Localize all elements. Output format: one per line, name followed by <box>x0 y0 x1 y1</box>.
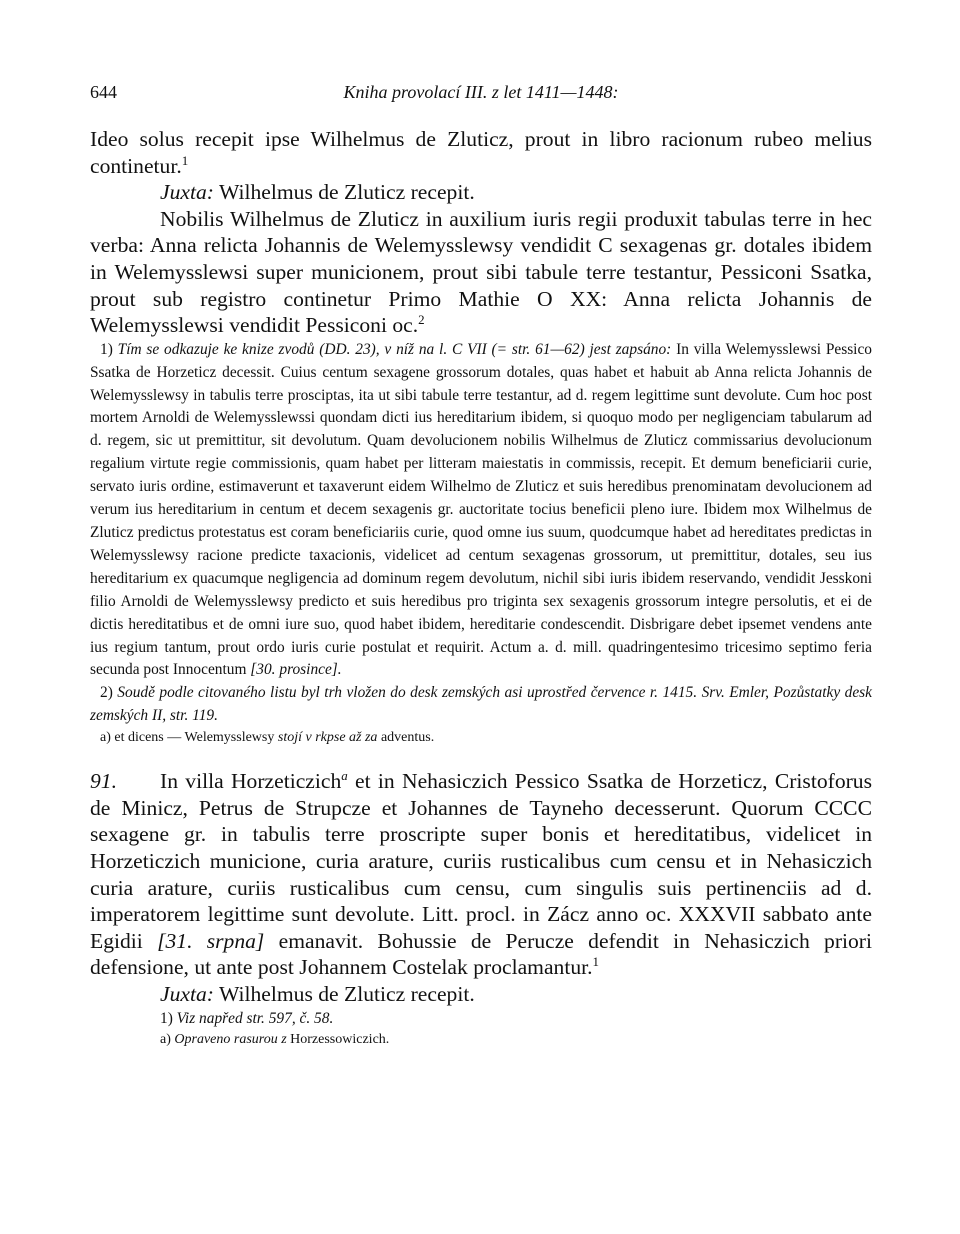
entry-text-end: emanavit. Bohussie de Perucze defendit in Nehasiczich priori defensione, ut ante post Johannem Costelak proclamantur. <box>90 928 872 980</box>
entry-footnote-ref: 1 <box>592 954 600 970</box>
paragraph-1-text: Ideo solus recepit ipse Wilhelmus de Zluticz, prout in libro racionum rubeo melius continetur. <box>90 127 872 178</box>
footnote-1-date: [30. prosince]. <box>250 661 342 679</box>
paragraph-1 <box>90 126 872 179</box>
entry-text: et in Nehasiczich Pessico Ssatka de Horzeticz, Cristoforus de Minicz, Petrus de Strupcze et Johannes de Tayneho decesserunt. Quorum CCCC sexagene gr. in tabulis terre proscripte super bonis et hereditatibus, videlicet in Horzeticzich municione, curia arature, curiis rusticalibus cum censu et in Nehasiczich curia arature, curiis rusticalibus cum censu, cum singulis suis pertinenciis ad d. imperatorem legittime sunt devolute. Litt. procl. in Zácz anno oc. XXXVII sabbato ante Egidii <box>90 769 873 953</box>
entry-text-start: In villa Horzeticzich <box>160 769 342 794</box>
footnote-bottom-a-note: Opraveno rasurou z <box>170 1032 287 1048</box>
footnote-ref-1: 1 <box>181 152 189 168</box>
page <box>90 82 872 1050</box>
footnote-2-mark: 2) <box>100 684 113 702</box>
footnote-2 <box>90 682 872 728</box>
page-header <box>90 82 872 110</box>
juxta-text: Wilhelmus de Zluticz recepit. <box>213 180 475 205</box>
juxta-line-2 <box>90 981 872 1008</box>
juxta-text-2: Wilhelmus de Zluticz recepit. <box>213 981 475 1006</box>
footnote-1 <box>90 339 872 683</box>
entry-date: [31. srpna] <box>142 928 265 953</box>
footnote-1-intro: Tím se odkazuje ke knize zvodů (DD. 23), v níž na l. C VII (= str. 61—62) jest zapsáno: <box>112 340 672 358</box>
footnote-bottom-1-text: Viz napřed str. 597, č. 58. <box>172 1009 334 1027</box>
section-gap <box>90 748 872 768</box>
entry-91 <box>90 768 872 981</box>
page-number: 644 <box>90 82 117 102</box>
footnote-bottom-a-text: Horzessowiczich. <box>286 1032 390 1048</box>
footnote-ref-2: 2 <box>418 311 425 327</box>
footnote-1-text: In villa Welemysslewsi Pessico Ssatka de Horzeticz decessit. Cuius centum sexagene grossorum dotales, quas habet et habuit ab Anna relicta Johannis de Welemysslewsy in tabulis terre prosciptas, ita ut sibi tabule terre testantur, ad d. regem legittime sunt devolute. Cum hoc post mortem Arnoldi de Welemysslewssi quondam dicti ius hereditarium ibidem, si quoquo modo per negligenciam tabularum ad d. regem, sic ut premittitur, sit devolutum. Quam devolucionem nobilis Wilhelmus de Zluticz commissarius devolucionum regalium virtute regie commissionis, quam habet per litteram maiestatis in commissis, recepit. Et demum beneficiarii curie, servato iuris ordine, estimaverunt et taxaverunt eidem Wilhelmo de Zluticz et suis heredibus prenominatam devolucionem ad verum ius hereditarium in centum et decem sexagenis gr. auctoritate tocius beneficii pleno iure. Ibidem mox Wilhelmus de Zluticz predictus protestatus est coram beneficiariis curie, quod omne ius suum, quodcumque habet ad hereditates predictas in Welemysslewsy racione predicte taxacionis, videlicet ad centum sexagenas grossorum, ut premittitur, dotales, seu ius hereditarium ex quacumque negligencia ad dominum regem devolutum, nichil sibi iuris ibidem reservando, vendidit Jesskoni filio Arnoldi de Welemysslewsy predicto et suis heredibus pro triginta sex sexagenis grossorum integre persolutis, et ei de dictis hereditatibus et de omni iure suo, quod habet ibidem, hereditarie condescendit. Disbrigare debet ipsemet vendens ante ius regium tantum, prout ordo iuris curie postulat et requirit. Actum a. d. mill. quadringentesimo tricesimo septimo feria secunda post Innocentum <box>90 340 872 679</box>
footnote-bottom-1 <box>90 1008 872 1031</box>
footnote-a <box>90 728 872 748</box>
entry-number: 91. <box>90 769 117 794</box>
footnote-a-mark: a) <box>100 730 111 746</box>
juxta-label: Juxta: <box>160 180 214 205</box>
footnote-bottom-a <box>90 1030 872 1050</box>
footnote-bottom-a-mark: a) <box>160 1032 171 1048</box>
footnote-1-mark: 1) <box>100 340 113 358</box>
footnote-a-note: stojí v rkpse až za <box>274 730 378 746</box>
juxta-line-1 <box>90 179 872 206</box>
paragraph-2 <box>90 206 872 339</box>
footnote-bottom-1-mark: 1) <box>160 1009 173 1027</box>
running-title: Kniha provolací III. z let 1411—1448: <box>343 82 619 102</box>
footnote-2-text: Soudě podle citovaného listu byl trh vložen do desk zemských asi uprostřed července r. 1415. Srv. Emler, Pozůstatky desk zemských II, str. 119. <box>90 684 872 725</box>
footnote-a-text-end: adventus. <box>377 730 435 746</box>
paragraph-2-text: Nobilis Wilhelmus de Zluticz in auxilium iuris regii produxit tabulas terre in hec verba: Anna relicta Johannis de Welemysslewsy vendidit C sexagenas gr. dotales ibidem in Welemysslewsi super municionem, prout sibi tabule terre testantur, Pessiconi Ssatka, prout sub registro continetur Primo Mathie O XX: Anna relicta Johannis de Welemysslewsi vendidit Pessiconi oc. <box>90 206 872 338</box>
juxta-label-2: Juxta: <box>160 981 214 1006</box>
note-ref-a: a <box>341 767 348 783</box>
footnote-a-text: et dicens — Welemysslewsy <box>110 730 275 746</box>
